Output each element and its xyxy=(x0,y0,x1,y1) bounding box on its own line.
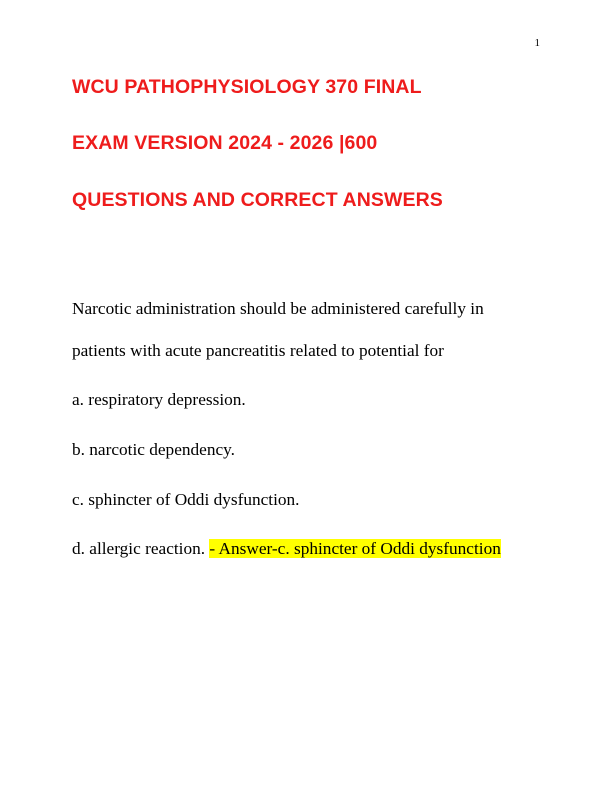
answer-option-b: b. narcotic dependency. xyxy=(72,440,235,459)
answer-option-a: a. respiratory depression. xyxy=(72,390,246,409)
page-number: 1 xyxy=(534,37,540,49)
document-title-line-2: EXAM VERSION 2024 - 2026 |600 xyxy=(72,132,378,154)
question-stem-line-2: patients with acute pancreatitis related to potential for xyxy=(72,341,444,360)
document-title-line-3: QUESTIONS AND CORRECT ANSWERS xyxy=(72,189,443,211)
answer-option-d: d. allergic reaction. xyxy=(72,539,206,558)
question-stem-line-1: Narcotic administration should be administered carefully in xyxy=(72,299,484,318)
correct-answer-highlight: - Answer-c. sphincter of Oddi dysfunction xyxy=(209,539,501,558)
document-title-line-1: WCU PATHOPHYSIOLOGY 370 FINAL xyxy=(72,76,422,98)
answer-option-d-line xyxy=(72,539,501,559)
answer-option-c: c. sphincter of Oddi dysfunction. xyxy=(72,490,300,509)
